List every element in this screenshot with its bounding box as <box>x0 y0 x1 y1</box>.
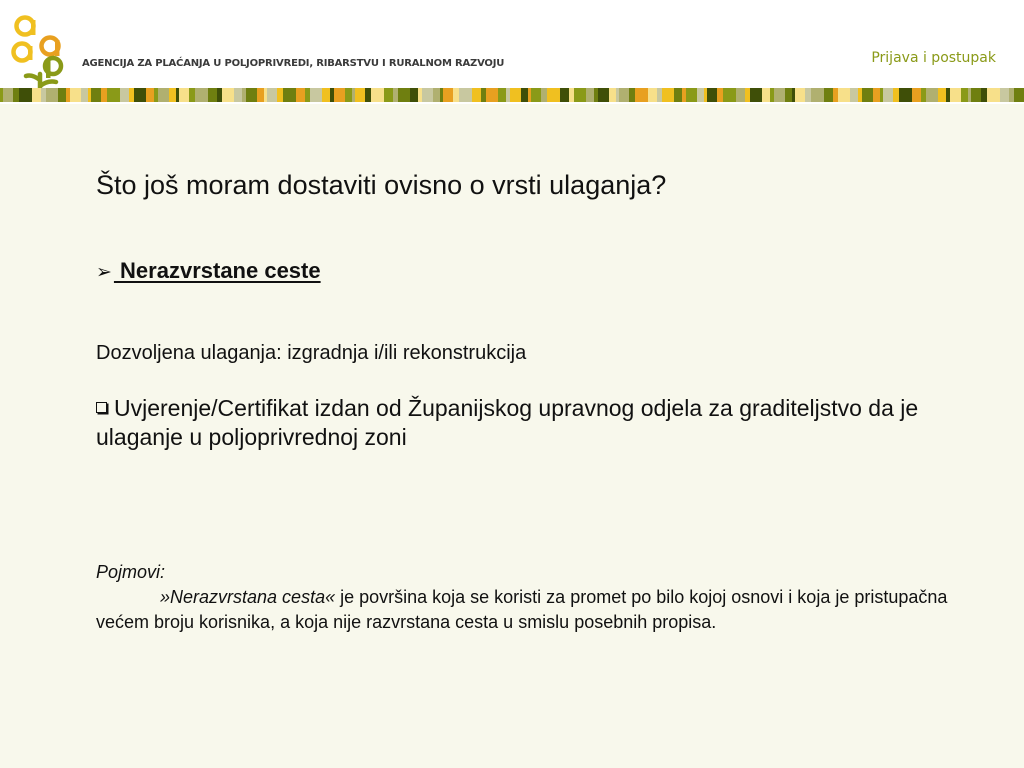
checkbox-bullet-icon <box>96 402 107 413</box>
decorative-band <box>0 88 1024 102</box>
terms-section <box>96 560 956 635</box>
slide-header <box>0 0 1024 104</box>
requirement-item <box>96 394 946 452</box>
terms-label: Pojmovi: <box>96 562 166 582</box>
slide-title: Što još moram dostaviti ovisno o vrsti ulaganja? <box>96 170 667 200</box>
term-name: »Nerazvrstana cesta« <box>160 587 336 607</box>
term-definition: je površina koja se koristi za promet po bilo kojoj osnovi i koja je pristupačna većem broju korisnika, a koja nije razvrstana cesta u smislu posebnih propisa. <box>96 587 948 632</box>
investment-type-label: Nerazvrstane ceste <box>113 258 321 283</box>
agency-name: AGENCIJA ZA PLAĆANJA U POLJOPRIVREDI, RIBARSTVU I RURALNOM RAZVOJU <box>82 58 505 69</box>
arrow-bullet-icon: ➢ <box>96 261 112 283</box>
section-label: Prijava i postupak <box>871 50 996 66</box>
investment-type-heading <box>96 258 321 284</box>
allowed-investments: Dozvoljena ulaganja: izgradnja i/ili rekonstrukcija <box>96 342 527 364</box>
requirement-text: Uvjerenje/Certifikat izdan od Županijskog upravnog odjela za graditeljstvo da je ulaganje u poljoprivrednoj zoni <box>96 395 919 450</box>
